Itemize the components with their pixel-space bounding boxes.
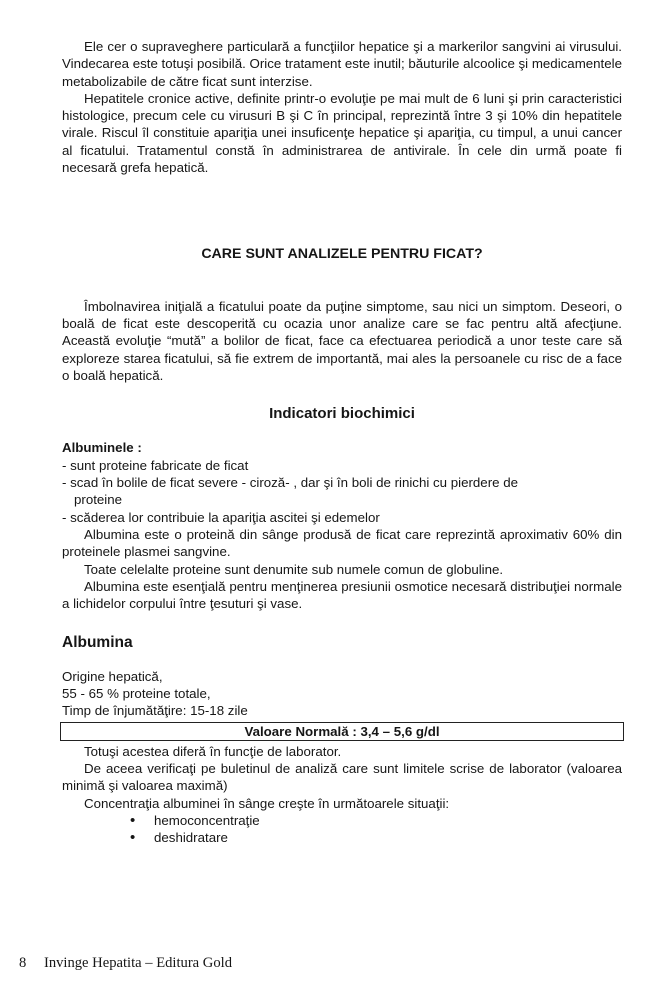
intro-paragraph-2: Hepatitele cronice active, definite printr-o evoluţie pe mai mult de 6 luni şi prin caracteristici histologice, precum cele cu virusuri B şi C în principal, reprezintă între 3 şi 10% din hepatitele virale. Riscul îl constituie apariţia unei insuficenţe hepatice şi apariţia, cu timpul, a unui cancer al ficatului. Tratamentul constă în administrarea de antivirale. În cele din urmă poate fi necesară grefa hepatică. [62, 90, 622, 176]
spacer [62, 612, 622, 634]
albumina-note-3: Concentraţia albuminei în sânge creşte în următoarele situaţii: [84, 795, 450, 811]
section-title-indicatori: Indicatori biochimici [269, 405, 415, 423]
list-item: - scăderea lor contribuie la apariţia ascitei şi edemelor [62, 509, 380, 525]
albumina-percent: 55 - 65 % proteine totale, [62, 686, 211, 702]
spacer [62, 384, 622, 405]
page-content [62, 38, 622, 846]
section-title-analize: CARE SUNT ANALIZELE PENTRU FICAT? [201, 246, 483, 263]
footer-text: Invinge Hepatita – Editura Gold [43, 955, 232, 971]
page-footer [19, 955, 232, 972]
spacer [62, 652, 622, 668]
list-item: - sunt proteine fabricate de ficat [62, 457, 249, 473]
albumina-half-life: Timp de înjumătăţire: 15-18 zile [62, 703, 248, 719]
albumina-paragraph-1: Albumina este o proteină din sânge produsă de ficat care reprezintă aproximativ 60% din proteinele plasmei sangvine. [62, 526, 622, 560]
bullet-list [62, 812, 622, 847]
spacer [62, 422, 622, 439]
albumina-origin: Origine hepatică, [62, 668, 163, 684]
albumina-note-2: De aceea verificaţi pe buletinul de analiză care sunt limitele scrise de laborator (valoarea minimă şi valoarea maximă) [62, 760, 622, 794]
albumina-note-1: Totuşi acestea diferă în funcţie de laborator. [84, 743, 342, 759]
section1-paragraph: Îmbolnavirea iniţială a ficatului poate da puţine simptome, sau nici un simptom. Deseori, o boală de ficat este descoperită cu ocazia unor analize care se fac pentru altă afecţiune. Această evoluţie “mută” a bolilor de ficat, face ca efectuarea periodică a unor teste care să exploreze starea ficatului, să fie extrem de importantă, mai ales la persoanele cu risc de a face o boală hepatică. [62, 298, 622, 383]
intro-paragraph-1: Ele cer o supraveghere particulară a funcţiilor hepatice şi a markerilor sangvini ai virusului. Vindecarea este totuşi posibilă. Orice tratament este inutil; băuturile alcoolice şi medicamentele metabolizabile de către ficat sunt interzise. [62, 39, 622, 89]
spacer [62, 264, 622, 298]
albumina-paragraph-3: Albumina este esenţială pentru menţinerea presiunii osmotice necesară distribuţiei normale a lichidelor corpului între ţesuturi şi vase. [62, 578, 622, 612]
albuminele-label: Albuminele : [62, 440, 142, 456]
albumina-paragraph-2: Toate celelalte proteine sunt denumite sub numele comun de globuline. [84, 561, 504, 577]
spacer [62, 176, 622, 246]
normal-value-box: Valoare Normală : 3,4 – 5,6 g/dl [60, 722, 624, 741]
albumina-title: Albumina [62, 634, 133, 652]
list-item: - scad în bolile de ficat severe - ciroză- , dar şi în boli de rinichi cu pierdere de [62, 475, 519, 491]
list-item-continuation: proteine [74, 492, 123, 508]
page-number: 8 [19, 955, 27, 971]
list-item: • deshidratare [154, 829, 622, 846]
list-item: • hemoconcentraţie [154, 812, 622, 829]
